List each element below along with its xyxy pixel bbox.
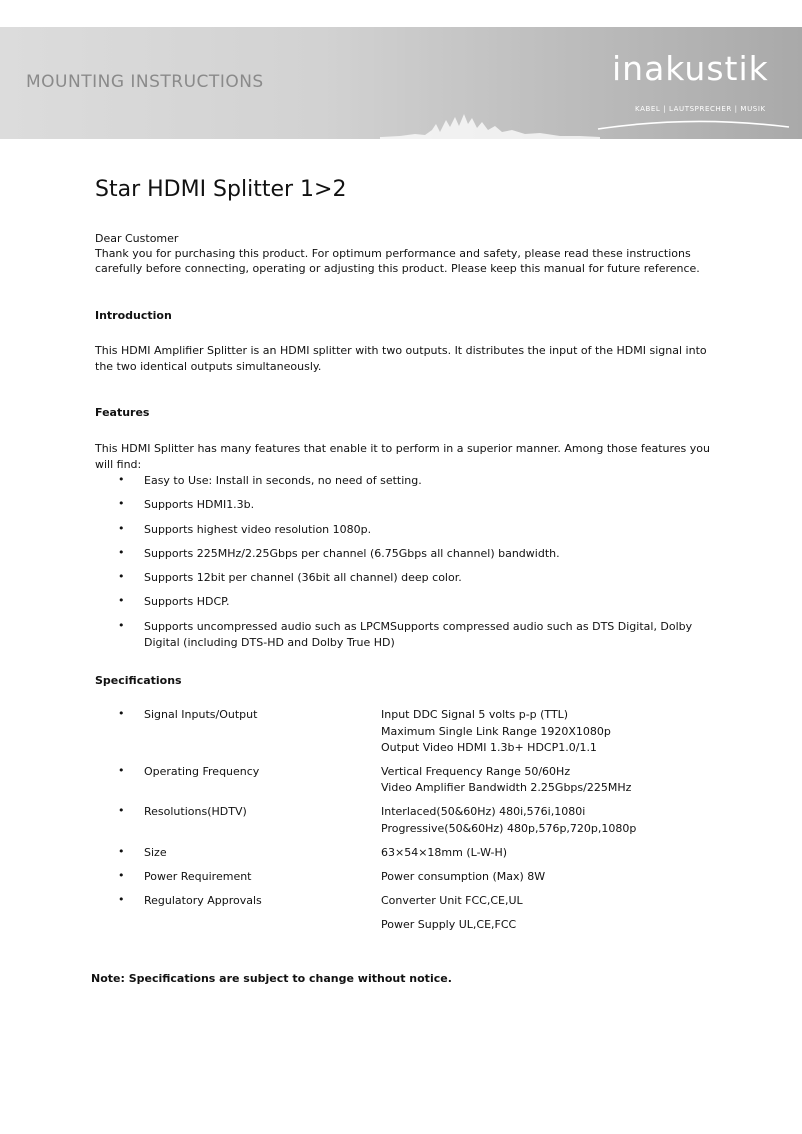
feature-item: Supports uncompressed audio such as LPCMSupports compressed audio such as DTS Digital, Dolby bbox=[144, 620, 693, 633]
brand-logo: inakustik bbox=[612, 49, 769, 88]
spec-name: Signal Inputs/Output bbox=[144, 708, 258, 721]
spec-name: Size bbox=[144, 846, 167, 859]
introduction-line: This HDMI Amplifier Splitter is an HDMI splitter with two outputs. It distributes the input of the HDMI signal into bbox=[95, 344, 707, 357]
feature-item: Supports HDMI1.3b. bbox=[144, 498, 255, 511]
spec-value: Input DDC Signal 5 volts p-p (TTL) bbox=[381, 708, 569, 721]
features-line: This HDMI Splitter has many features that enable it to perform in a superior manner. Among those features you bbox=[95, 442, 710, 455]
brand-tagline: KABEL | LAUTSPRECHER | MUSIK bbox=[635, 105, 766, 113]
disclaimer-note: Note: Specifications are subject to change without notice. bbox=[91, 972, 452, 985]
spec-value: Power Supply UL,CE,FCC bbox=[381, 918, 517, 931]
spec-name: Regulatory Approvals bbox=[144, 894, 262, 907]
spec-name: Resolutions(HDTV) bbox=[144, 805, 247, 818]
spec-value: Interlaced(50&60Hz) 480i,576i,1080i bbox=[381, 805, 586, 818]
bullet: • bbox=[118, 546, 125, 559]
bullet: • bbox=[118, 522, 125, 535]
bullet: • bbox=[118, 869, 125, 882]
intro-line: Thank you for purchasing this product. For optimum performance and safety, please read these instructions bbox=[95, 247, 691, 260]
spec-name: Operating Frequency bbox=[144, 765, 260, 778]
bullet: • bbox=[118, 497, 125, 510]
section-heading-specifications: Specifications bbox=[95, 674, 182, 687]
bullet: • bbox=[118, 893, 125, 906]
intro-line: carefully before connecting, operating or adjusting this product. Please keep this manual for future reference. bbox=[95, 262, 700, 275]
logo-swoosh-decoration bbox=[596, 117, 791, 131]
banner-label: MOUNTING INSTRUCTIONS bbox=[26, 72, 264, 92]
spec-value: Progressive(50&60Hz) 480p,576p,720p,1080p bbox=[381, 822, 637, 835]
spec-value: 63×54×18mm (L-W-H) bbox=[381, 846, 508, 859]
bullet: • bbox=[118, 473, 125, 486]
bullet: • bbox=[118, 619, 125, 632]
feature-item: Supports HDCP. bbox=[144, 595, 230, 608]
feature-item: Supports highest video resolution 1080p. bbox=[144, 523, 372, 536]
bullet: • bbox=[118, 570, 125, 583]
feature-item: Supports 225MHz/2.25Gbps per channel (6.75Gbps all channel) bandwidth. bbox=[144, 547, 560, 560]
section-heading-features: Features bbox=[95, 406, 150, 419]
bullet: • bbox=[118, 845, 125, 858]
spec-name: Power Requirement bbox=[144, 870, 252, 883]
feature-item-continued: Digital (including DTS-HD and Dolby True HD) bbox=[144, 636, 395, 649]
feature-item: Supports 12bit per channel (36bit all channel) deep color. bbox=[144, 571, 462, 584]
greeting: Dear Customer bbox=[95, 232, 179, 245]
section-heading-introduction: Introduction bbox=[95, 309, 172, 322]
spec-value: Video Amplifier Bandwidth 2.25Gbps/225MHz bbox=[381, 781, 632, 794]
page-title: Star HDMI Splitter 1>2 bbox=[95, 177, 347, 202]
spec-value: Output Video HDMI 1.3b+ HDCP1.0/1.1 bbox=[381, 741, 597, 754]
introduction-line: the two identical outputs simultaneously. bbox=[95, 360, 322, 373]
spec-value: Maximum Single Link Range 1920X1080p bbox=[381, 725, 611, 738]
bullet: • bbox=[118, 764, 125, 777]
bullet: • bbox=[118, 804, 125, 817]
bullet: • bbox=[118, 707, 125, 720]
features-line: will find: bbox=[95, 458, 142, 471]
feature-item: Easy to Use: Install in seconds, no need of setting. bbox=[144, 474, 422, 487]
bullet: • bbox=[118, 594, 125, 607]
spec-value: Converter Unit FCC,CE,UL bbox=[381, 894, 523, 907]
spec-value: Vertical Frequency Range 50/60Hz bbox=[381, 765, 571, 778]
skyline-decoration bbox=[380, 112, 600, 139]
spec-value: Power consumption (Max) 8W bbox=[381, 870, 546, 883]
